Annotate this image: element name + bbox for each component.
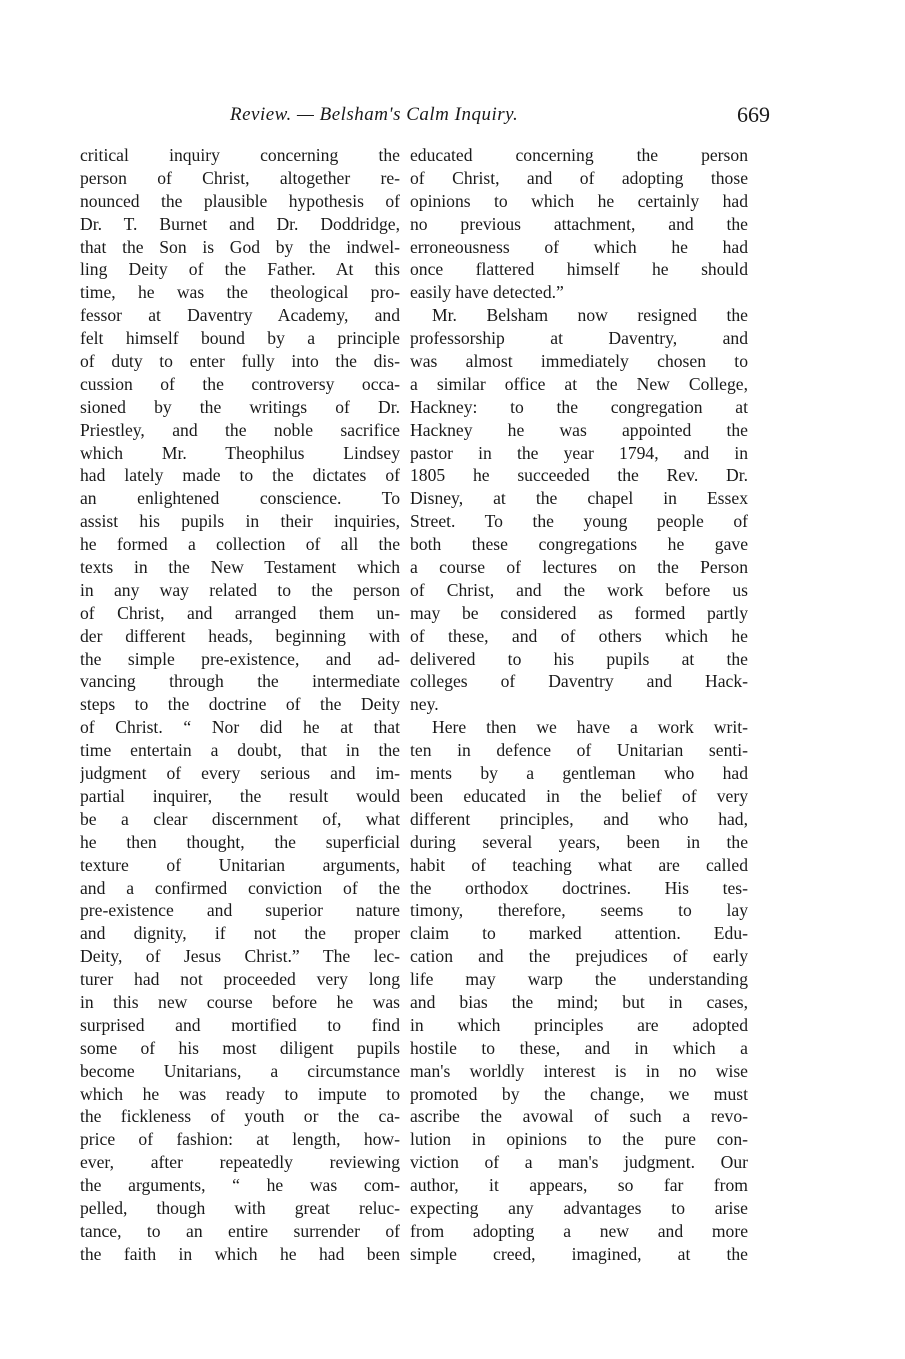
text-line: was almost immediately chosen to <box>410 351 748 372</box>
text-line: of duty to enter fully into the dis- <box>80 351 400 372</box>
text-line: delivered to his pupils at the <box>410 648 748 669</box>
text-line: man's worldly interest is in no wise <box>410 1060 748 1081</box>
text-line: an enlightened conscience. To <box>80 488 400 509</box>
text-line: both these congregations he gave <box>410 534 748 555</box>
right-text-column <box>410 144 748 1266</box>
text-line: timony, therefore, seems to lay <box>410 900 748 921</box>
text-line: Hackney: to the congregation at <box>410 396 748 417</box>
text-line: opinions to which he certainly had <box>410 190 748 211</box>
text-line: he then thought, the superficial <box>80 831 400 852</box>
text-line: the simple pre-existence, and ad- <box>80 648 400 669</box>
text-line: der different heads, beginning with <box>80 625 400 646</box>
text-line: once flattered himself he should <box>410 259 748 280</box>
text-line: pelled, though with great reluc- <box>80 1197 400 1218</box>
text-line: pre-existence and superior nature <box>80 900 400 921</box>
text-line: ascribe the avowal of such a revo- <box>410 1106 748 1127</box>
text-line: viction of a man's judgment. Our <box>410 1152 748 1173</box>
text-line: in which principles are adopted <box>410 1014 748 1035</box>
text-line: become Unitarians, a circumstance <box>80 1060 400 1081</box>
text-line: easily have detected.” <box>410 282 564 303</box>
text-line: Street. To the young people of <box>410 511 748 532</box>
text-line: person of Christ, altogether re- <box>80 167 400 188</box>
text-line: of these, and of others which he <box>410 625 748 646</box>
text-line: may be considered as formed partly <box>410 602 748 623</box>
text-line: surprised and mortified to find <box>80 1014 400 1035</box>
text-line: time entertain a doubt, that in the <box>80 740 400 761</box>
text-line: had lately made to the dictates of <box>80 465 400 486</box>
text-line: and dignity, if not the proper <box>80 923 400 944</box>
text-line: assist his pupils in their inquiries, <box>80 511 400 532</box>
text-line: simple creed, imagined, at the <box>410 1243 748 1264</box>
text-line: the faith in which he had been <box>80 1243 400 1264</box>
text-line: promoted by the change, we must <box>410 1083 748 1104</box>
text-line: the fickleness of youth or the ca- <box>80 1106 400 1127</box>
text-line: pastor in the year 1794, and in <box>410 442 748 463</box>
running-head: Review. — Belsham's Calm Inquiry. <box>230 104 519 125</box>
text-line: sioned by the writings of Dr. <box>80 396 400 417</box>
text-line: cussion of the controversy occa- <box>80 373 400 394</box>
text-line: expecting any advantages to arise <box>410 1197 748 1218</box>
text-line: Disney, at the chapel in Essex <box>410 488 748 509</box>
text-line: Mr. Belsham now resigned the <box>432 305 748 326</box>
text-line: ney. <box>410 694 439 715</box>
text-line: Hackney he was appointed the <box>410 419 748 440</box>
text-line: claim to marked attention. Edu- <box>410 923 748 944</box>
text-line: ling Deity of the Father. At this <box>80 259 400 280</box>
text-line: habit of teaching what are called <box>410 854 748 875</box>
text-line: lution in opinions to the pure con- <box>410 1129 748 1150</box>
text-line: critical inquiry concerning the <box>80 145 400 165</box>
text-line: vancing through the intermediate <box>80 671 400 692</box>
text-line: turer had not proceeded very long <box>80 969 400 990</box>
text-line: some of his most diligent pupils <box>80 1037 400 1058</box>
page-header <box>80 104 770 136</box>
text-line: of Christ, and the work before us <box>410 579 748 600</box>
text-line: felt himself bound by a principle <box>80 328 400 349</box>
text-line: Priestley, and the noble sacrifice <box>80 419 400 440</box>
text-line: no previous attachment, and the <box>410 213 748 234</box>
text-line: educated concerning the person <box>410 145 748 165</box>
text-line: that the Son is God by the indwel- <box>80 236 400 257</box>
text-line: he formed a collection of all the <box>80 534 400 555</box>
text-line: Deity, of Jesus Christ.” The lec- <box>80 946 400 967</box>
text-line: life may warp the understanding <box>410 969 748 990</box>
text-line: professorship at Daventry, and <box>410 328 748 349</box>
text-line: a course of lectures on the Person <box>410 557 748 578</box>
text-line: in this new course before he was <box>80 991 400 1012</box>
text-line: erroneousness of which he had <box>410 236 748 257</box>
text-line: texts in the New Testament which <box>80 557 400 578</box>
text-line: in any way related to the person <box>80 579 400 600</box>
page-number: 669 <box>737 102 770 127</box>
text-line: the orthodox doctrines. His tes- <box>410 877 748 898</box>
text-line: tance, to an entire surrender of <box>80 1220 400 1241</box>
text-line: of Christ. “ Nor did he at that <box>80 717 400 738</box>
text-line: time, he was the theological pro- <box>80 282 400 303</box>
text-line: judgment of every serious and im- <box>80 763 400 784</box>
text-line: nounced the plausible hypothesis of <box>80 190 400 211</box>
text-line: Dr. T. Burnet and Dr. Doddridge, <box>80 213 400 234</box>
text-line: a similar office at the New College, <box>410 373 748 394</box>
text-line: author, it appears, so far from <box>410 1175 748 1196</box>
text-line: the arguments, “ he was com- <box>80 1175 400 1196</box>
text-line: partial inquirer, the result would <box>80 785 400 806</box>
text-line: Here then we have a work writ- <box>432 717 748 738</box>
text-line: of Christ, and arranged them un- <box>80 602 400 623</box>
text-line: 1805 he succeeded the Rev. Dr. <box>410 465 748 486</box>
text-line: been educated in the belief of very <box>410 785 748 806</box>
text-line: fessor at Daventry Academy, and <box>80 305 400 326</box>
text-line: colleges of Daventry and Hack- <box>410 671 748 692</box>
text-line: different principles, and who had, <box>410 808 748 829</box>
text-line: hostile to these, and in which a <box>410 1037 748 1058</box>
text-line: price of fashion: at length, how- <box>80 1129 400 1150</box>
text-line: and bias the mind; but in cases, <box>410 991 748 1012</box>
text-line: which Mr. Theophilus Lindsey <box>80 442 400 463</box>
text-line: steps to the doctrine of the Deity <box>80 694 400 715</box>
text-line: and a confirmed conviction of the <box>80 877 400 898</box>
text-line: ever, after repeatedly reviewing <box>80 1152 400 1173</box>
text-line: be a clear discernment of, what <box>80 808 400 829</box>
left-text-column <box>80 144 400 1266</box>
text-line: during several years, been in the <box>410 831 748 852</box>
text-line: of Christ, and of adopting those <box>410 167 748 188</box>
text-line: which he was ready to impute to <box>80 1083 400 1104</box>
text-line: ten in defence of Unitarian senti- <box>410 740 748 761</box>
text-line: cation and the prejudices of early <box>410 946 748 967</box>
text-line: ments by a gentleman who had <box>410 763 748 784</box>
text-line: from adopting a new and more <box>410 1220 748 1241</box>
text-line: texture of Unitarian arguments, <box>80 854 400 875</box>
